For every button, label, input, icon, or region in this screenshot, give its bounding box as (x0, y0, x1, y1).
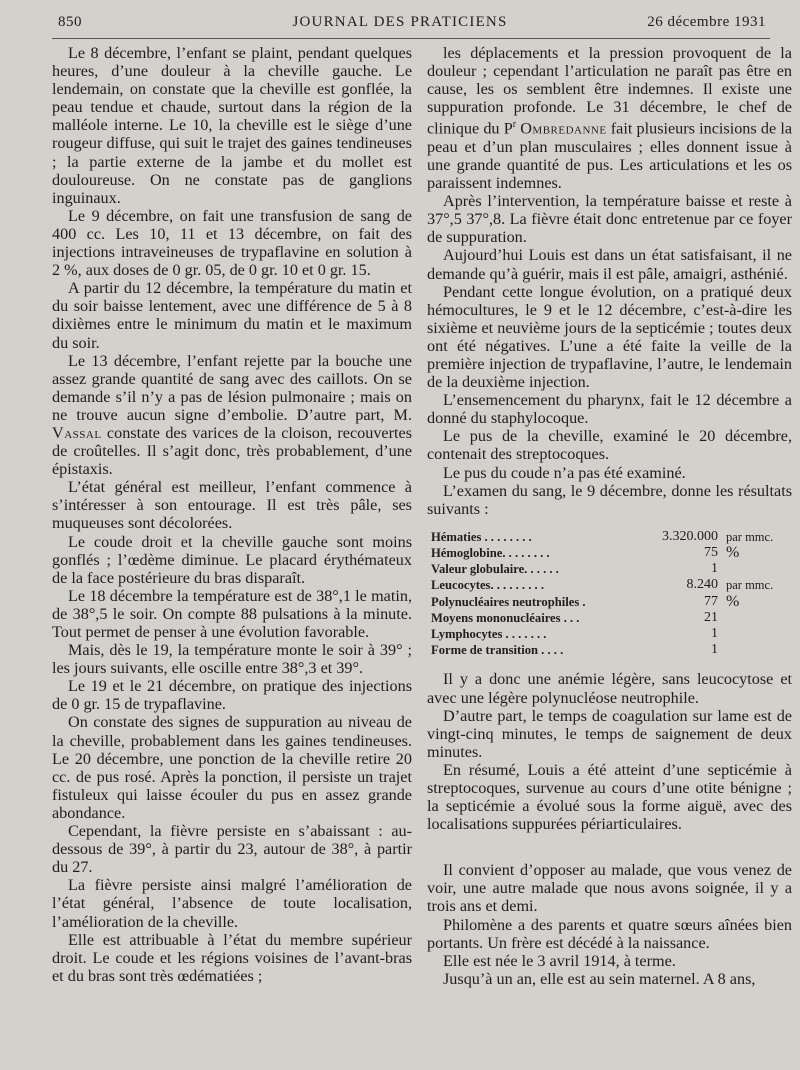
paragraph: Le pus du coude n’a pas été examiné. (443, 463, 686, 482)
result-value: 1 (711, 642, 718, 658)
paragraph: Cependant, la fièvre persiste en s’abaissant : au-dessous de 39°, à partir du 23, autour de 38°, à partir du 27. (52, 822, 412, 877)
result-value: 77 (704, 593, 718, 609)
right-column (427, 44, 792, 988)
result-name: Hémoglobine. . . . . . . . (431, 546, 550, 561)
person-name: Vassal (52, 423, 102, 442)
table-row (427, 577, 773, 593)
result-unit: % (726, 544, 740, 562)
result-value: 1 (711, 626, 718, 642)
result-name: Leucocytes. . . . . . . . . (431, 578, 544, 593)
paragraph: Après l’intervention, la température baisse et reste à 37°,5 37°,8. La fièvre était donc entretenue par ce foyer de suppuration. (427, 192, 792, 247)
paragraph: Le 9 décembre, on fait une transfusion de sang de 400 cc. Les 10, 11 et 13 décembre, on fait des injections intraveineuses de trypaflavine en solution à 2 %, aux doses de 0 gr. 05, de 0 gr. 10 et 0 gr. 15. (52, 206, 412, 280)
table-row (427, 529, 773, 545)
paragraph: Le pus de la cheville, examiné le 20 décembre, contenait des streptocoques. (427, 427, 792, 464)
paragraph: Mais, dès le 19, la température monte le soir à 39° ; les jours suivants, elle oscille entre 38°,3 et 39°. (52, 641, 412, 678)
paragraph: Pendant cette longue évolution, on a pratiqué deux hémocultures, le 9 et le 12 décembre, c’est-à-dire les sixième et neuvième jours de la septicémie ; toutes deux ont été négatives. L’une a été faite la veille de la première injection de trypaflavine, l’autre, le lendemain de la deuxième injection. (427, 282, 792, 392)
paragraph: Elle est née le 3 avril 1914, à terme. (443, 951, 676, 970)
running-header (0, 14, 800, 36)
paragraph: Le 8 décembre, l’enfant se plaint, pendant quelques heures, d’une douleur à la cheville gauche. Le lendemain, on constate que la cheville est gonflée, la peau tendue et chaude, surtout dans la région de la malléole interne. Le 10, la cheville est le siège d’une rougeur diffuse, qui suit le trajet des gaines tendineuses ; la partie externe de la jambe et du mollet est douloureuse. On ne constate pas de ganglions inguinaux. (52, 44, 412, 207)
issue-date: 26 décembre 1931 (647, 14, 766, 30)
result-name: Lymphocytes . . . . . . . (431, 627, 547, 642)
paragraph: les déplacements et la pression provoquent de la douleur ; cependant l’articulation ne paraît pas être en cause, les os semblent être indemnes. Il existe une suppuration profonde. Le 31 décembre, le chef de clinique du $P^r$ Ombredanne fait plusieurs incisions de la peau et d’un plan musculaires ; elles donnent issue à une grande quantité de pus. Les articulations et les os paraissent indemnes. (427, 44, 793, 193)
result-value: 3.320.000 (662, 528, 718, 544)
result-unit: par mmc. (726, 529, 774, 544)
result-unit (718, 642, 773, 658)
paragraph: Le 13 décembre, l’enfant rejette par la bouche une assez grande quantité de sang avec des caillots. On se demande s’il n’y a pas de lésion pulmonaire ; mais on ne trouve aucun signe d’embolie. D’autre part, M. Vassal constate des varices de la cloison, recouvertes de croûtelles. Il s’agit donc, très probablement, d’une épistaxis. (52, 351, 412, 479)
paragraph: D’autre part, le temps de coagulation sur lame est de vingt-cinq minutes, le temps de saignement de deux minutes. (427, 706, 792, 761)
title-abbrev: r (512, 119, 517, 131)
result-name: Valeur globulaire. . . . . . (431, 562, 559, 577)
paragraph: L’ensemencement du pharynx, fait le 12 décembre a donné du staphylocoque. (427, 391, 792, 428)
result-unit: % (726, 592, 740, 610)
result-name: Forme de transition . . . . (431, 643, 564, 658)
result-name: Polynucléaires neutrophiles . (431, 594, 586, 609)
result-value: 8.240 (686, 577, 718, 593)
person-name: Ombredanne (520, 119, 607, 138)
table-row (427, 561, 773, 577)
table-row (427, 545, 773, 561)
result-value: 1 (711, 561, 718, 577)
result-value: 75 (704, 545, 718, 561)
paragraph: L’examen du sang, le 9 décembre, donne les résultats suivants : (427, 481, 792, 518)
table-row (427, 626, 773, 642)
paragraph: Jusqu’à un an, elle est au sein maternel. A 8 ans, (443, 969, 756, 988)
header-rule (52, 38, 770, 39)
paragraph: En résumé, Louis a été atteint d’une septicémie à streptocoques, survenue au cours d’une otite bénigne ; la septicémie a évolué sous la forme aiguë, avec des localisations suppurées périarticulaires. (427, 760, 792, 834)
result-unit (718, 561, 773, 577)
journal-title: JOURNAL DES PRATICIENS (292, 14, 508, 30)
result-unit: par mmc. (726, 578, 774, 593)
page-number: 850 (58, 14, 82, 30)
paragraph: Il y a donc une anémie légère, sans leucocytose et avec une légère polynucléose neutrophile. (427, 670, 792, 707)
section-gap (427, 833, 792, 861)
paragraph: Le coude droit et la cheville gauche sont moins gonflés ; l’œdème diminue. Le placard érythémateux de la face postérieure du bras disparaît. (52, 532, 412, 587)
table-row (427, 642, 773, 658)
blood-results-table (427, 529, 773, 659)
blood-results-body (427, 529, 773, 659)
paragraph: Aujourd’hui Louis est dans un état satisfaisant, il ne demande qu’à guérir, mais il est pâle, amaigri, asthénié. (427, 246, 792, 283)
paragraph: La fièvre persiste ainsi malgré l’amélioration de l’état général, l’absence de toute localisation, l’amélioration de la cheville. (52, 876, 412, 931)
result-unit (718, 626, 773, 642)
paragraph: A partir du 12 décembre, la température du matin et du soir baisse lentement, avec une différence de 5 à 8 dixièmes entre le minimum du matin et le maximum du soir. (52, 279, 412, 352)
table-row (427, 594, 773, 610)
paragraph: On constate des signes de suppuration au niveau de la cheville, probablement dans les gaines tendineuses. Le 20 décembre, une ponction de la cheville retire 20 cc. de pus rosé. Après la ponction, il persiste un trajet fistuleux qui laisse écouler du pus en assez grande abondance. (52, 713, 412, 822)
paragraph: L’état général est meilleur, l’enfant commence à s’intéresser à son entourage. Il est très pâle, ses muqueuses sont décolorées. (52, 478, 412, 533)
paragraph: Le 18 décembre la température est de 38°,1 le matin, de 38°,5 le soir. On compte 88 pulsations à la minute. Tout permet de penser à une évolution favorable. (52, 586, 412, 641)
paragraph: Elle est attribuable à l’état du membre supérieur droit. Le coude et les régions voisines de l’avant-bras et du bras sont très œdématiées ; (52, 930, 412, 985)
paragraph: Philomène a des parents et quatre sœurs aînées bien portants. Un frère est décédé à la naissance. (427, 915, 792, 952)
paragraph: Le 19 et le 21 décembre, on pratique des injections de 0 gr. 15 de trypaflavine. (52, 677, 412, 714)
left-column (52, 44, 412, 985)
table-row (427, 610, 773, 626)
result-value: 21 (704, 609, 718, 625)
result-name: Moyens mononucléaires . . . (431, 610, 580, 625)
result-name: Hématies . . . . . . . . (431, 529, 532, 544)
result-unit (718, 610, 773, 626)
paragraph: Il convient d’opposer au malade, que vous venez de voir, une autre malade que nous avons soignée, il y a trois ans et demi. (427, 861, 792, 916)
